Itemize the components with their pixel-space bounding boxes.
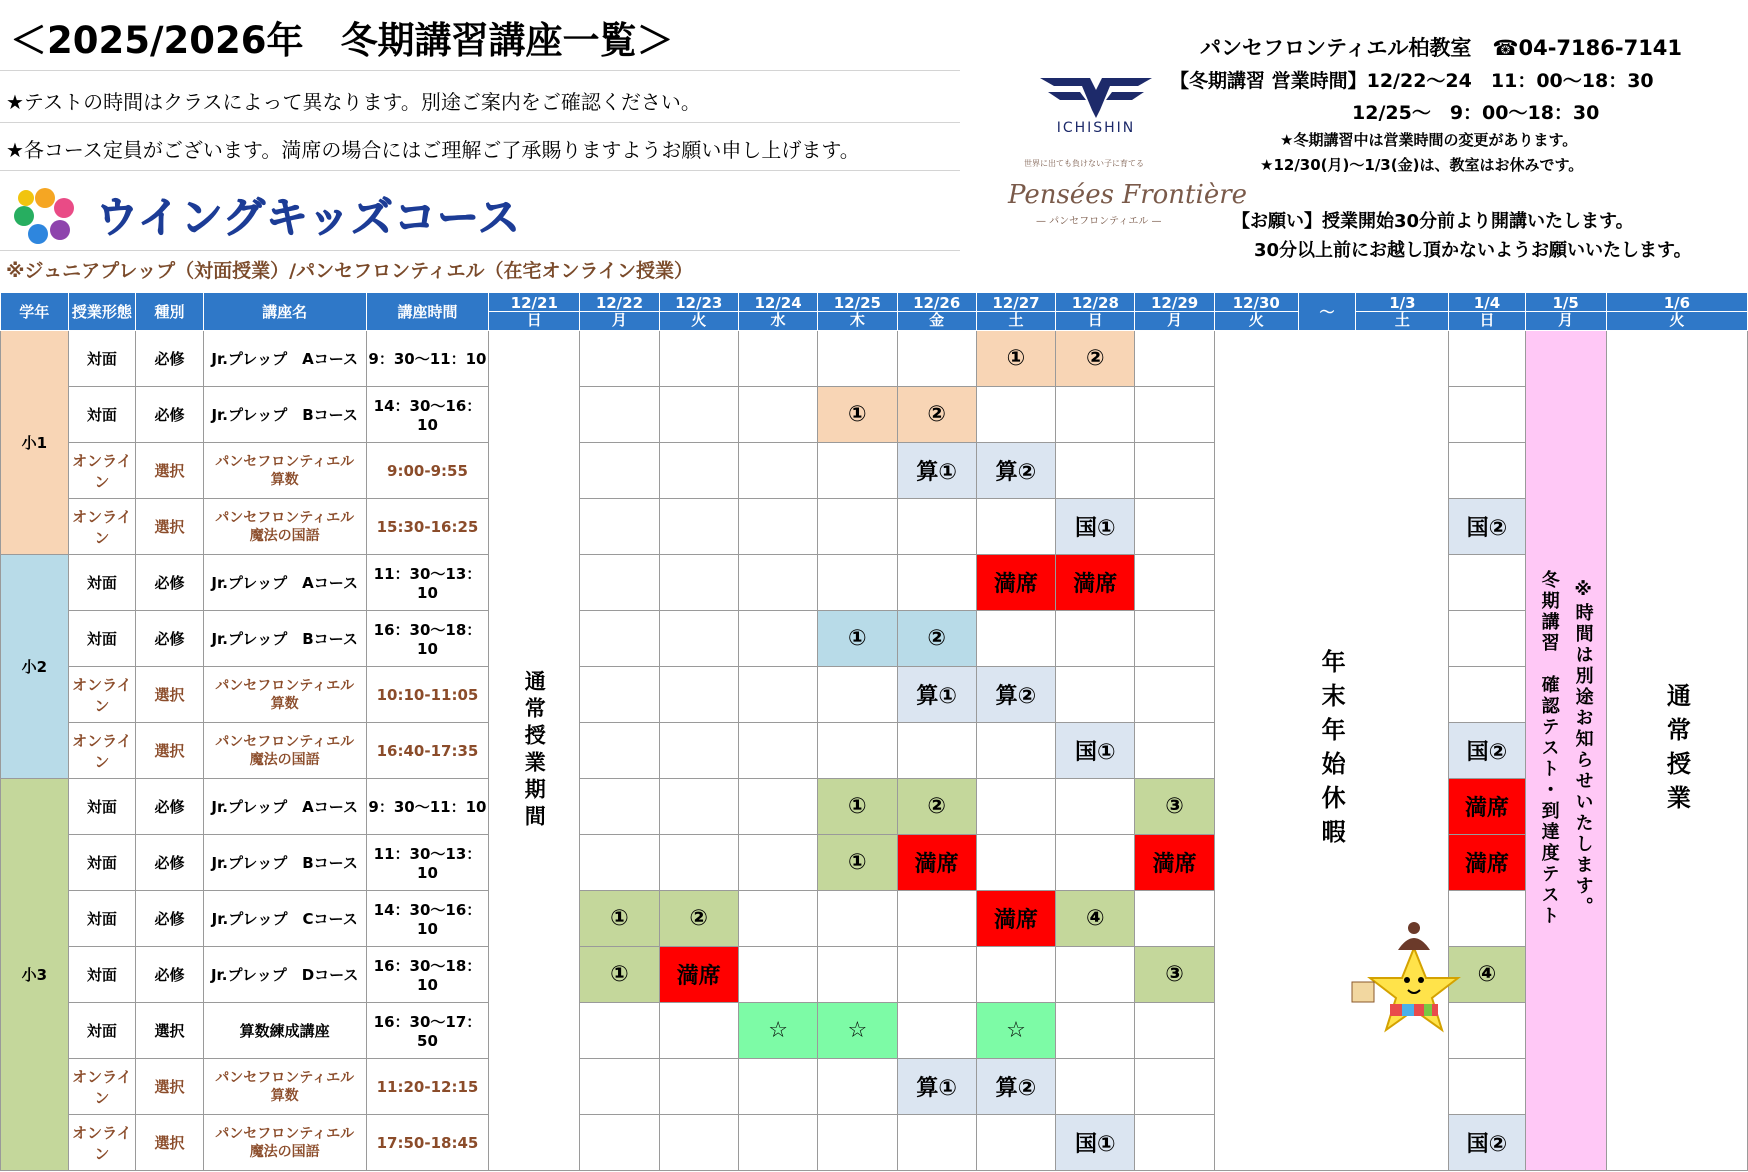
session-mark: 算①	[897, 667, 976, 723]
star-mark: ☆	[976, 1003, 1055, 1059]
col-date: 12/24 水	[738, 293, 817, 331]
kind-cell: 必修	[136, 779, 204, 835]
divider	[0, 70, 960, 71]
session-mark: ①	[818, 611, 897, 667]
form-cell: 対面	[68, 779, 136, 835]
grade-3-cell: 小3	[1, 779, 69, 1171]
session-mark: ②	[897, 779, 976, 835]
course-time-cell: 16：30～17：50	[366, 1003, 489, 1059]
col-kind: 種別	[136, 293, 204, 331]
table-row	[1, 1115, 1748, 1171]
normal-class-label: 通常授業	[1606, 331, 1747, 1171]
full-badge: 満席	[897, 835, 976, 891]
table-row	[1, 947, 1748, 1003]
full-badge: 満席	[659, 947, 738, 1003]
kind-cell: 必修	[136, 835, 204, 891]
full-badge: 満席	[1449, 835, 1525, 891]
request-line-2: 30分以上前にお越し頂かないようお願いいたします。	[1254, 240, 1692, 261]
session-mark: ④	[1056, 891, 1135, 947]
course-name-cell: Jr.プレップ Dコース	[203, 947, 366, 1003]
col-date: 12/23 火	[659, 293, 738, 331]
course-time-cell: 16：30～18：10	[366, 611, 489, 667]
normal-period-label: 通常授業期間	[489, 331, 580, 1171]
full-badge: 満席	[976, 891, 1055, 947]
course-time-cell: 16：30～18：10	[366, 947, 489, 1003]
course-time-cell: 9：30～11：10	[366, 779, 489, 835]
col-date: 1/3 土	[1356, 293, 1449, 331]
request-line-1: 【お願い】授業開始30分前より開講いたします。	[1232, 211, 1634, 232]
session-mark: ②	[897, 611, 976, 667]
course-name-cell: Jr.プレップ Bコース	[203, 611, 366, 667]
course-name-cell: Jr.プレップ Cコース	[203, 891, 366, 947]
table-row	[1, 667, 1748, 723]
table-row	[1, 1003, 1748, 1059]
new-year-holiday-label: 年末年始休暇	[1214, 331, 1449, 1171]
kind-cell: 必修	[136, 947, 204, 1003]
page-title: ＜2025/2026年 冬期講習講座一覧＞	[10, 19, 674, 62]
form-cell: 対面	[68, 387, 136, 443]
form-cell: 対面	[68, 947, 136, 1003]
session-mark: ①	[580, 947, 659, 1003]
form-cell: オンライン	[68, 499, 136, 555]
session-mark: ①	[818, 779, 897, 835]
full-badge: 満席	[1449, 779, 1525, 835]
winter-course-table	[0, 292, 1748, 1171]
session-mark: ①	[818, 387, 897, 443]
kind-cell: 選択	[136, 443, 204, 499]
course-name-cell: Jr.プレップ Bコース	[203, 387, 366, 443]
grade-1-cell: 小1	[1, 331, 69, 555]
session-mark: 算①	[897, 443, 976, 499]
table-row	[1, 835, 1748, 891]
session-mark: ③	[1135, 947, 1214, 1003]
course-name-cell: パンセフロンティエル 魔法の国語	[203, 499, 366, 555]
full-badge: 満席	[976, 555, 1055, 611]
table-row	[1, 331, 1748, 387]
session-mark: 国②	[1449, 723, 1525, 779]
table-row	[1, 555, 1748, 611]
session-mark: 国①	[1056, 499, 1135, 555]
col-date: 12/27 土	[976, 293, 1055, 331]
course-time-cell: 16:40-17:35	[366, 723, 489, 779]
divider	[0, 122, 960, 123]
form-cell: オンライン	[68, 723, 136, 779]
course-time-cell: 14：30～16：10	[366, 891, 489, 947]
col-grade: 学年	[1, 293, 69, 331]
course-time-cell: 14：30～16：10	[366, 387, 489, 443]
kind-cell: 必修	[136, 387, 204, 443]
table-row	[1, 443, 1748, 499]
ichishin-logo-text: ICHISHIN	[1056, 120, 1136, 136]
pf-logo-subtitle: — パンセフロンティエル —	[1036, 216, 1162, 227]
school-name-phone: パンセフロンティエル柏教室 ☎04-7186-7141	[1200, 36, 1683, 60]
session-mark: 算①	[897, 1059, 976, 1115]
session-mark: 国②	[1449, 1115, 1525, 1171]
flower-logo-icon	[14, 186, 76, 244]
table-row	[1, 499, 1748, 555]
table-row	[1, 723, 1748, 779]
form-cell: オンライン	[68, 1115, 136, 1171]
session-mark: ④	[1449, 947, 1525, 1003]
form-cell: 対面	[68, 555, 136, 611]
header-row	[1, 293, 1748, 331]
form-cell: 対面	[68, 1003, 136, 1059]
page-header	[0, 0, 1748, 290]
kind-cell: 必修	[136, 331, 204, 387]
col-date: 1/5 月	[1525, 293, 1606, 331]
course-name-cell: Jr.プレップ Bコース	[203, 835, 366, 891]
form-cell: 対面	[68, 331, 136, 387]
form-cell: オンライン	[68, 443, 136, 499]
course-time-cell: 17:50-18:45	[366, 1115, 489, 1171]
col-form: 授業形態	[68, 293, 136, 331]
notice-capacity: ★各コース定員がございます。満席の場合にはご理解ご了承賜りますようお願い申し上げます。	[6, 138, 860, 162]
junior-note: ※ジュニアプレップ（対面授業）/パンセフロンティエル（在宅オンライン授業）	[6, 260, 693, 282]
course-name-cell: Jr.プレップ Aコース	[203, 555, 366, 611]
ichishin-wing-logo-icon	[1038, 74, 1154, 120]
course-name-cell: パンセフロンティエル 算数	[203, 443, 366, 499]
session-mark: 算②	[976, 667, 1055, 723]
form-cell: オンライン	[68, 1059, 136, 1115]
course-name-cell: Jr.プレップ Aコース	[203, 779, 366, 835]
form-cell: 対面	[68, 835, 136, 891]
course-time-cell: 10:10-11:05	[366, 667, 489, 723]
form-cell: 対面	[68, 891, 136, 947]
form-cell: 対面	[68, 611, 136, 667]
col-date: 12/30 火	[1214, 293, 1298, 331]
kind-cell: 必修	[136, 611, 204, 667]
session-mark: ①	[818, 835, 897, 891]
divider	[0, 170, 960, 171]
col-date: 1/6 火	[1606, 293, 1747, 331]
col-date: 12/22 月	[580, 293, 659, 331]
session-mark: 国①	[1056, 723, 1135, 779]
divider	[0, 250, 960, 251]
closed-days-note: ★12/30(月)～1/3(金)は、教室はお休みです。	[1260, 156, 1584, 174]
col-date: 1/4 日	[1449, 293, 1525, 331]
kind-cell: 選択	[136, 1115, 204, 1171]
course-time-cell: 9：30～11：10	[366, 331, 489, 387]
course-time-cell: 11：30～13：10	[366, 555, 489, 611]
course-time-cell: 11:20-12:15	[366, 1059, 489, 1115]
star-mark: ☆	[818, 1003, 897, 1059]
session-mark: 国②	[1449, 499, 1525, 555]
kind-cell: 選択	[136, 1059, 204, 1115]
table-row	[1, 387, 1748, 443]
pf-tagline: 世界に出ても負けない子に育てる	[1024, 159, 1144, 168]
hours-line-2: 12/25～ 9：00～18：30	[1352, 102, 1600, 124]
notice-test-time: ★テストの時間はクラスによって異なります。別途ご案内をご確認ください。	[6, 90, 701, 114]
kind-cell: 選択	[136, 667, 204, 723]
star-mascot-icon	[1344, 920, 1484, 1060]
test-notice-cell	[1525, 331, 1606, 1171]
hours-line-1: 【冬期講習 営業時間】12/22～24 11：00～18：30	[1170, 70, 1654, 92]
table-row	[1, 1059, 1748, 1115]
col-date-range: ～	[1298, 293, 1356, 331]
course-name-cell: パンセフロンティエル 算数	[203, 667, 366, 723]
session-mark: ①	[580, 891, 659, 947]
full-badge: 満席	[1135, 835, 1214, 891]
course-name-cell: パンセフロンティエル 算数	[203, 1059, 366, 1115]
col-time: 講座時間	[366, 293, 489, 331]
course-name-cell: パンセフロンティエル 魔法の国語	[203, 1115, 366, 1171]
col-date: 12/21 日	[489, 293, 580, 331]
kind-cell: 選択	[136, 723, 204, 779]
col-date: 12/29 月	[1135, 293, 1214, 331]
session-mark: 国①	[1056, 1115, 1135, 1171]
session-mark: ①	[976, 331, 1055, 387]
course-logo-text: ウイングキッズコース	[96, 193, 521, 242]
table-row	[1, 779, 1748, 835]
course-time-cell: 9:00-9:55	[366, 443, 489, 499]
kind-cell: 必修	[136, 555, 204, 611]
course-name-cell: 算数練成講座	[203, 1003, 366, 1059]
course-name-cell: パンセフロンティエル 魔法の国語	[203, 723, 366, 779]
pensees-frontiere-logo: Pensées Frontière	[1008, 180, 1248, 210]
session-mark: 算②	[976, 443, 1055, 499]
col-date: 12/25 木	[818, 293, 897, 331]
star-mark: ☆	[738, 1003, 817, 1059]
test-time-note: ※時間は別途お知らせいたします。	[1572, 579, 1594, 918]
course-name-cell: Jr.プレップ Aコース	[203, 331, 366, 387]
col-date: 12/28 日	[1056, 293, 1135, 331]
table-row	[1, 611, 1748, 667]
course-time-cell: 11：30～13：10	[366, 835, 489, 891]
col-date: 12/26 金	[897, 293, 976, 331]
form-cell: オンライン	[68, 667, 136, 723]
full-badge: 満席	[1056, 555, 1135, 611]
course-time-cell: 15:30-16:25	[366, 499, 489, 555]
session-mark: ②	[659, 891, 738, 947]
kind-cell: 選択	[136, 499, 204, 555]
grade-2-cell: 小2	[1, 555, 69, 779]
session-mark: ③	[1135, 779, 1214, 835]
col-name: 講座名	[203, 293, 366, 331]
kind-cell: 選択	[136, 1003, 204, 1059]
kind-cell: 必修	[136, 891, 204, 947]
hours-change-note: ★冬期講習中は営業時間の変更があります。	[1280, 131, 1578, 149]
table-row	[1, 891, 1748, 947]
session-mark: ②	[897, 387, 976, 443]
session-mark: ②	[1056, 331, 1135, 387]
session-mark: 算②	[976, 1059, 1055, 1115]
test-name-note: 冬期講習 確認テスト・到達度テスト	[1538, 570, 1560, 927]
